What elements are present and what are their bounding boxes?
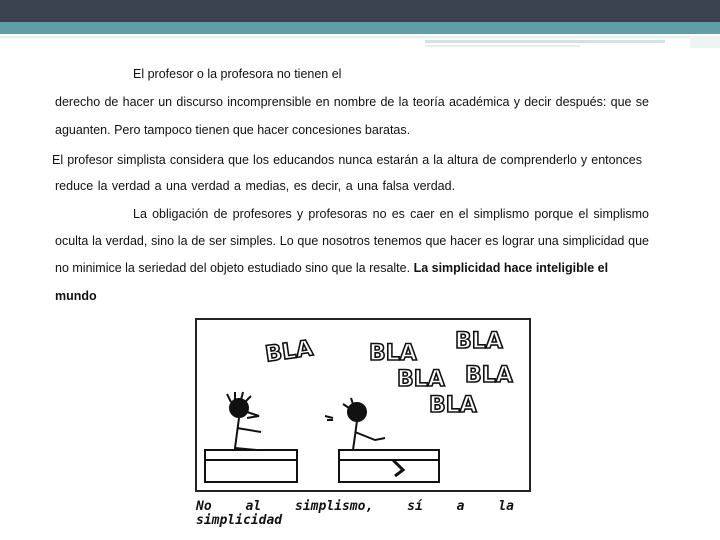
bla-word: BLA (455, 329, 503, 354)
divider-line (425, 45, 580, 47)
caption-line-1: No al simplismo, sí a la (196, 499, 514, 514)
paragraph-3-line-1: La obligación de profesores y profesoras no es caer en el simplismo porque el simplismo (133, 207, 649, 221)
bla-word: BLA (429, 393, 477, 418)
paragraph-3-line-3-bold: La simplicidad hace inteligible el (413, 261, 609, 275)
paragraph-1-line-2: derecho de hacer un discurso incomprensible en nombre de la teoría académica y decir después: que se (55, 95, 649, 109)
paragraph-3-line-3 (55, 261, 608, 275)
paragraph-3-line-2: oculta la verdad, sino la de ser simples. Lo que nosotros tenemos que hacer es lograr una simplicidad que (55, 234, 649, 248)
accent-bar (0, 22, 720, 34)
caption-line-2: simplicidad (196, 513, 283, 528)
paragraph-2-line-2: reduce la verdad a una verdad a medias, es decir, a una falsa verdad. (55, 179, 456, 193)
paragraph-1-line-3: aguanten. Pero tampoco tienen que hacer concesiones baratas. (55, 123, 411, 137)
paragraph-3-line-4: mundo (55, 289, 97, 303)
cartoon-image (195, 318, 531, 492)
bla-word: BLA (263, 336, 315, 368)
cartoon-drawing (197, 320, 529, 490)
paragraph-1-line-1: El profesor o la profesora no tienen el (133, 67, 342, 81)
bla-word: BLA (465, 363, 513, 388)
cartoon-caption (196, 500, 514, 528)
title-bar (0, 0, 720, 22)
professor-figure (205, 392, 297, 482)
student-figure (325, 398, 439, 482)
divider-line (425, 40, 665, 43)
bla-word: BLA (397, 367, 445, 392)
paragraph-3-line-3-text: no minimice la seriedad del objeto estudiado sino que la resalte. (55, 261, 411, 275)
bla-word: BLA (369, 341, 417, 366)
divider-line (0, 36, 720, 38)
divider-line (690, 36, 720, 48)
paragraph-2-line-1: El profesor simplista considera que los educandos nunca estarán a la altura de comprenderlo y entonces (52, 153, 642, 167)
